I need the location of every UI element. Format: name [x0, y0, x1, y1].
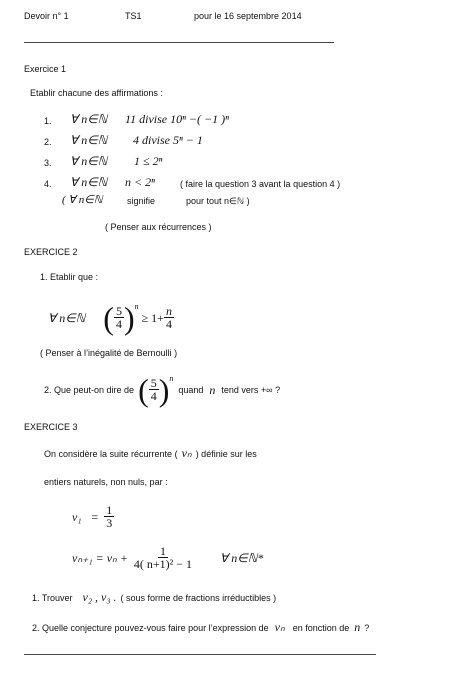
v1-equals: =: [91, 509, 99, 524]
exercise3-title: EXERCICE 3: [24, 422, 78, 432]
fraction-five-fourths: [114, 305, 124, 332]
exercise1-hint: ( Penser aux récurrences ): [105, 222, 212, 232]
q2-variable-n: n: [209, 382, 216, 397]
line1-text-end: ) définie sur les: [195, 448, 257, 459]
item4-statement: n < 2ⁿ: [125, 175, 155, 189]
recurrence-lhs: vₙ₊₁ = vₙ +: [72, 550, 128, 565]
due-date: pour le 16 septembre 2014: [194, 11, 302, 21]
q1-terms: v₂ , v₃ .: [82, 590, 117, 604]
exercise2-hint: ( Penser à l’inégalité de Bernoulli ): [40, 348, 178, 358]
bottom-divider: [24, 654, 376, 655]
exercise2-q2: [44, 372, 280, 408]
item2-statement: 4 divise 5ⁿ − 1: [133, 133, 203, 147]
q2-denominator: 4: [150, 389, 157, 404]
q2-text-middle: en fonction de: [292, 622, 350, 633]
q2-text-quand: quand: [178, 385, 204, 395]
item4-quantifier: ∀ n∈ℕ: [70, 175, 108, 189]
exercise2-title: EXERCICE 2: [24, 247, 78, 257]
class-name: TS1: [125, 11, 142, 21]
q1-text-end: ( sous forme de fractions irréductibles ): [120, 592, 277, 603]
item1-number: 1.: [44, 116, 52, 126]
item3-quantifier: ∀ n∈ℕ: [70, 154, 108, 168]
rhs-numerator: n: [165, 303, 172, 318]
recurrence-denominator: 4( n+1)² − 1: [133, 557, 193, 572]
item2-quantifier: ∀ n∈ℕ: [70, 133, 108, 147]
q2-text-start: 2. Que peut-on dire de: [44, 385, 135, 395]
q2-variable-n: n: [354, 620, 361, 634]
recurrence-relation: [72, 540, 263, 576]
fraction-numerator: 5: [115, 303, 122, 318]
v1-symbol: v₁: [72, 509, 82, 524]
item1-statement: 11 divise 10ⁿ −( −1 )ⁿ: [125, 112, 229, 126]
q2-exponent: n: [169, 374, 174, 383]
item3-number: 3.: [44, 158, 52, 168]
v1-denominator: 3: [106, 516, 113, 531]
left-paren: (: [103, 300, 114, 336]
inequality-quantifier: ∀ n∈ℕ: [48, 310, 86, 325]
item4-note: ( faire la question 3 avant la question 4 ): [180, 179, 341, 189]
bernoulli-inequality: [48, 300, 174, 336]
recurrence-fraction: [132, 545, 194, 572]
q2-right-paren: ): [158, 372, 170, 408]
assignment-number: Devoir n° 1: [24, 11, 69, 21]
fraction-denominator: 4: [115, 317, 122, 332]
q2-numerator: 5: [150, 375, 157, 390]
q2-text-start: 2. Quelle conjecture pouvez-vous faire pour l’expression de: [32, 622, 269, 633]
legend-meaning: pour tout n∈ℕ ): [186, 196, 250, 206]
q2-text-end: tend vers +∞ ?: [221, 385, 281, 395]
line1-text-start: On considère la suite récurrente (: [44, 448, 178, 459]
initial-term: [72, 500, 114, 534]
exercise3-q2: [32, 620, 369, 635]
exercise2-q1: 1. Etablir que :: [40, 272, 99, 282]
exercise1-title: Exercice 1: [24, 64, 67, 74]
q1-text-start: 1. Trouver: [32, 592, 73, 603]
recurrence-quantifier: ∀ n∈ℕ*: [220, 550, 264, 565]
item2-number: 2.: [44, 137, 52, 147]
item4-number: 4.: [44, 179, 52, 189]
exercise3-line1: [44, 446, 257, 461]
q2-fraction: [149, 377, 159, 404]
legend-quantifier: ( ∀ n∈ℕ: [62, 194, 103, 206]
recurrence-numerator: 1: [159, 543, 166, 558]
v1-fraction: [104, 504, 114, 531]
rhs-denominator: 4: [165, 317, 172, 332]
legend-signifie: signifie: [127, 196, 156, 206]
exercise3-line2: entiers naturels, non nuls, par :: [44, 477, 168, 487]
right-paren: ): [123, 300, 135, 336]
q2-sequence-symbol: vₙ: [274, 620, 285, 634]
sequence-symbol: vₙ: [181, 446, 192, 460]
q2-question-mark: ?: [364, 622, 370, 633]
item3-statement: 1 ≤ 2ⁿ: [134, 154, 163, 168]
v1-numerator: 1: [106, 502, 113, 517]
fraction-n-over-4: [164, 305, 174, 332]
exponent-n: n: [134, 302, 139, 311]
exercise1-intro: Etablir chacune des affirmations :: [30, 88, 163, 98]
inequality-relation: ≥ 1+: [141, 310, 164, 325]
top-divider: [24, 42, 334, 43]
q2-left-paren: (: [138, 372, 149, 408]
exercise3-q1: [32, 590, 276, 605]
item1-quantifier: ∀ n∈ℕ: [70, 112, 108, 126]
